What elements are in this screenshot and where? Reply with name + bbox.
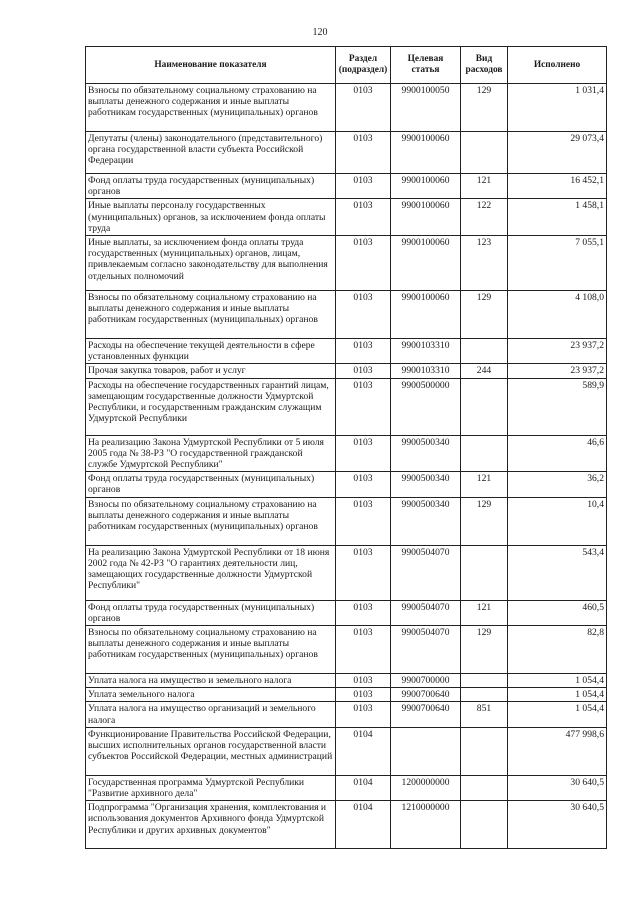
- row-amount: 7 055,1: [508, 236, 607, 291]
- row-amount: 30 640,5: [508, 801, 607, 849]
- row-section: 0103: [336, 497, 391, 545]
- row-name: Функционирование Правительства Российской Федерации, высших исполнительных органов государственной власти субъектов Российской Федерации, местных администраций: [86, 727, 336, 775]
- row-kind: [461, 132, 508, 174]
- row-article: 9900504070: [391, 600, 461, 625]
- table-row: [86, 339, 607, 364]
- table-row: [86, 472, 607, 497]
- row-name: Расходы на обеспечение государственных гарантий лицам, замещающим государственные должности Удмуртской Республики, и государственным гражданским служащим Удмуртской Республики: [86, 378, 336, 435]
- row-section: 0103: [336, 545, 391, 600]
- row-article: 9900100060: [391, 291, 461, 339]
- row-name: Расходы на обеспечение текущей деятельности в сфере установленных функции: [86, 339, 336, 364]
- table-row: [86, 727, 607, 775]
- row-section: 0103: [336, 291, 391, 339]
- header-name: Наименование показателя: [86, 47, 336, 84]
- row-section: 0103: [336, 199, 391, 236]
- table-row: [86, 801, 607, 849]
- row-article: 1210000000: [391, 801, 461, 849]
- table-row: [86, 674, 607, 688]
- row-amount: 29 073,4: [508, 132, 607, 174]
- table-row: [86, 688, 607, 702]
- row-amount: 30 640,5: [508, 775, 607, 800]
- row-amount: 82,8: [508, 626, 607, 674]
- row-kind: 129: [461, 626, 508, 674]
- row-section: 0103: [336, 132, 391, 174]
- row-kind: 851: [461, 702, 508, 727]
- row-article: 9900500340: [391, 435, 461, 472]
- row-section: 0103: [336, 600, 391, 625]
- row-section: 0103: [336, 435, 391, 472]
- row-article: 9900700640: [391, 688, 461, 702]
- row-article: 9900100060: [391, 174, 461, 199]
- table-row: [86, 775, 607, 800]
- table-row: [86, 435, 607, 472]
- table-row: [86, 174, 607, 199]
- row-article: 9900500340: [391, 497, 461, 545]
- row-section: 0103: [336, 378, 391, 435]
- row-amount: 477 998,6: [508, 727, 607, 775]
- row-kind: 244: [461, 364, 508, 378]
- table-row: [86, 199, 607, 236]
- row-section: 0103: [336, 626, 391, 674]
- row-section: 0103: [336, 84, 391, 132]
- row-amount: 10,4: [508, 497, 607, 545]
- header-article: Целевая статья: [391, 47, 461, 84]
- row-section: 0103: [336, 364, 391, 378]
- row-section: 0103: [336, 236, 391, 291]
- row-amount: 1 054,4: [508, 688, 607, 702]
- row-section: 0103: [336, 674, 391, 688]
- row-name: Уплата земельного налога: [86, 688, 336, 702]
- row-article: 9900100060: [391, 236, 461, 291]
- row-amount: 1 458,1: [508, 199, 607, 236]
- row-name: Фонд оплаты труда государственных (муниципальных) органов: [86, 600, 336, 625]
- row-section: 0104: [336, 801, 391, 849]
- row-kind: 123: [461, 236, 508, 291]
- table-row: [86, 378, 607, 435]
- row-name: Фонд оплаты труда государственных (муниципальных) органов: [86, 472, 336, 497]
- row-amount: 23 937,2: [508, 364, 607, 378]
- row-amount: 16 452,1: [508, 174, 607, 199]
- row-article: 9900504070: [391, 626, 461, 674]
- row-name: Государственная программа Удмуртской Республики "Развитие архивного дела": [86, 775, 336, 800]
- table-row: [86, 497, 607, 545]
- table-row: [86, 600, 607, 625]
- row-article: 9900500000: [391, 378, 461, 435]
- row-article: 9900103310: [391, 364, 461, 378]
- row-article: 1200000000: [391, 775, 461, 800]
- row-name: Иные выплаты персоналу государственных (муниципальных) органов, за исключением фонда оплаты труда: [86, 199, 336, 236]
- row-article: 9900103310: [391, 339, 461, 364]
- row-name: Фонд оплаты труда государственных (муниципальных) органов: [86, 174, 336, 199]
- row-article: 9900100050: [391, 84, 461, 132]
- row-kind: [461, 727, 508, 775]
- row-kind: 121: [461, 472, 508, 497]
- page-number: 120: [312, 27, 328, 38]
- header-section: Раздел (подраздел): [336, 47, 391, 84]
- row-kind: 121: [461, 600, 508, 625]
- expenditure-table: [85, 46, 607, 849]
- table-body: [86, 84, 607, 849]
- row-kind: [461, 545, 508, 600]
- row-amount: 4 108,0: [508, 291, 607, 339]
- row-kind: 121: [461, 174, 508, 199]
- row-section: 0103: [336, 174, 391, 199]
- row-amount: 460,5: [508, 600, 607, 625]
- row-name: Иные выплаты, за исключением фонда оплаты труда государственных (муниципальных) органов, лицам, привлекаемым согласно законодательству для выполнения отдельных полномочий: [86, 236, 336, 291]
- row-amount: 543,4: [508, 545, 607, 600]
- row-kind: 122: [461, 199, 508, 236]
- row-article: 9900100060: [391, 199, 461, 236]
- row-name: Подпрограмма "Организация хранения, комплектования и использования документов Архивного фонда Удмуртской Республики и других архивных документов": [86, 801, 336, 849]
- table-row: [86, 626, 607, 674]
- row-name: Взносы по обязательному социальному страхованию на выплаты денежного содержания и иные выплаты работникам государственных (муниципальных) органов: [86, 291, 336, 339]
- row-name: Взносы по обязательному социальному страхованию на выплаты денежного содержания и иные выплаты работникам государственных (муниципальных) органов: [86, 626, 336, 674]
- row-kind: 129: [461, 291, 508, 339]
- row-name: Уплата налога на имущество и земельного налога: [86, 674, 336, 688]
- row-amount: 23 937,2: [508, 339, 607, 364]
- row-section: 0103: [336, 688, 391, 702]
- row-amount: 1 054,4: [508, 674, 607, 688]
- row-section: 0104: [336, 727, 391, 775]
- row-kind: [461, 775, 508, 800]
- table-row: [86, 364, 607, 378]
- row-article: 9900100060: [391, 132, 461, 174]
- row-name: На реализацию Закона Удмуртской Республики от 18 июня 2002 года № 42-РЗ "О гарантиях деятельности лиц, замещающих государственные должности Удмуртской Республики": [86, 545, 336, 600]
- row-section: 0103: [336, 702, 391, 727]
- row-kind: [461, 801, 508, 849]
- row-kind: [461, 339, 508, 364]
- row-article: 9900504070: [391, 545, 461, 600]
- row-article: 9900700640: [391, 702, 461, 727]
- row-article: [391, 727, 461, 775]
- table-row: [86, 291, 607, 339]
- row-amount: 589,9: [508, 378, 607, 435]
- table-row: [86, 702, 607, 727]
- row-name: На реализацию Закона Удмуртской Республики от 5 июля 2005 года № 38-РЗ "О государственной гражданской службе Удмуртской Республики": [86, 435, 336, 472]
- row-section: 0103: [336, 472, 391, 497]
- row-article: 9900500340: [391, 472, 461, 497]
- row-kind: [461, 674, 508, 688]
- row-name: Уплата налога на имущество организаций и земельного налога: [86, 702, 336, 727]
- header-amount: Исполнено: [508, 47, 607, 84]
- row-kind: 129: [461, 497, 508, 545]
- row-amount: 1 054,4: [508, 702, 607, 727]
- row-section: 0103: [336, 339, 391, 364]
- header-kind: Вид расходов: [461, 47, 508, 84]
- table-header-row: [86, 47, 607, 84]
- row-name: Прочая закупка товаров, работ и услуг: [86, 364, 336, 378]
- row-kind: 129: [461, 84, 508, 132]
- table-row: [86, 545, 607, 600]
- row-amount: 1 031,4: [508, 84, 607, 132]
- table-row: [86, 132, 607, 174]
- table-row: [86, 236, 607, 291]
- row-name: Депутаты (члены) законодательного (представительного) органа государственной власти субъекта Российской Федерации: [86, 132, 336, 174]
- row-name: Взносы по обязательному социальному страхованию на выплаты денежного содержания и иные выплаты работникам государственных (муниципальных) органов: [86, 497, 336, 545]
- row-kind: [461, 378, 508, 435]
- row-amount: 36,2: [508, 472, 607, 497]
- row-amount: 46,6: [508, 435, 607, 472]
- row-section: 0104: [336, 775, 391, 800]
- row-kind: [461, 688, 508, 702]
- row-name: Взносы по обязательному социальному страхованию на выплаты денежного содержания и иные выплаты работникам государственных (муниципальных) органов: [86, 84, 336, 132]
- row-article: 9900700000: [391, 674, 461, 688]
- row-kind: [461, 435, 508, 472]
- table-row: [86, 84, 607, 132]
